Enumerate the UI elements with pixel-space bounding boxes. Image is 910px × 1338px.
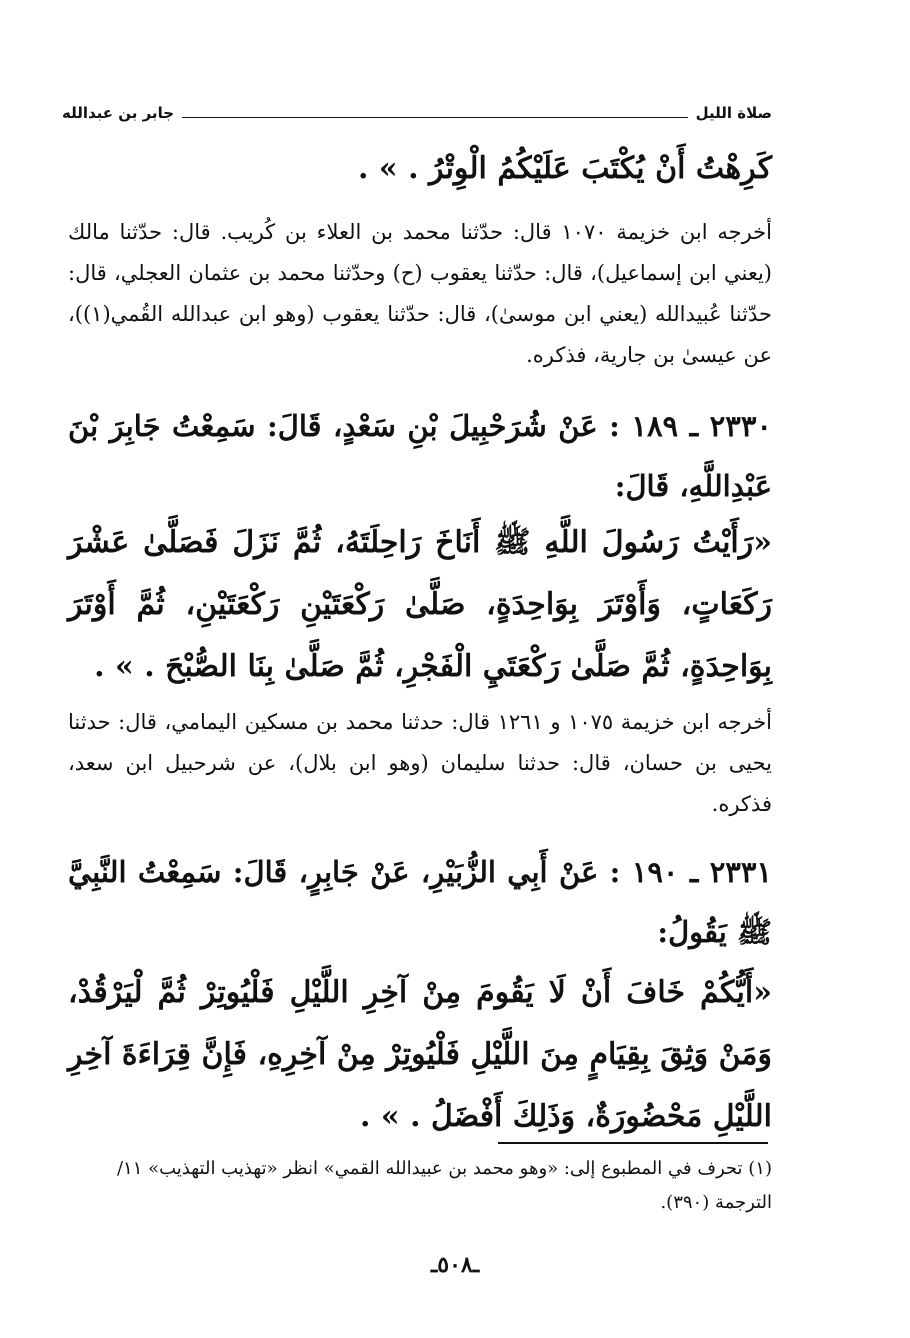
section-title: جابر بن عبدالله <box>62 104 175 122</box>
hadith-text: «رَأَيْتُ رَسُولَ اللَّهِ ﷺ أَنَاخَ رَاحِلَتَهُ، ثُمَّ نَزَلَ فَصَلَّىٰ عَشْرَ رَكَعَاتٍ، وَأَوْتَرَ بِوَاحِدَةٍ، صَلَّىٰ رَكْعَتَيْنِ رَكْعَتَيْنِ، ثُمَّ أَوْتَرَ بِوَاحِدَةٍ، ثُمَّ صَلَّىٰ رَكْعَتَيِ الْفَجْرِ، ثُمَّ صَلَّىٰ بِنَا الصُّبْحَ . » . <box>68 525 772 684</box>
header-rule <box>182 117 688 118</box>
footnote: (١) تحرف في المطبوع إلى: «وهو محمد بن عبيدالله القمي» انظر «تهذيب التهذيب» ١١/الترجمة (٣٩٠). <box>116 1158 772 1213</box>
footnote-separator <box>498 1142 768 1144</box>
source-note: أخرجه ابن خزيمة ١٠٧٠ قال: حدّثنا محمد بن العلاء بن كُريب. قال: حدّثنا مالك (يعني ابن إسماعيل)، قال: حدّثنا يعقوب (ح) وحدّثنا محمد بن عثمان العجلي، قال: حدّثنا عُبيدالله (يعني ابن موسىٰ)، قال: حدّثنا يعقوب (وهو ابن عبدالله القُمي(١))، عن عيسىٰ بن جارية، فذكره. <box>68 220 772 367</box>
chapter-title: صلاة الليل <box>695 104 772 122</box>
source-note: أخرجه ابن خزيمة ١٠٧٥ و ١٢٦١ قال: حدثنا محمد بن مسكين اليمامي، قال: حدثنا يحيى بن حسان، قال: حدثنا سليمان (وهو ابن بلال)، عن شرحبيل ابن سعد، فذكره. <box>68 710 773 816</box>
hadith-text-continued: كَرِهْتُ أَنْ يُكْتَبَ عَلَيْكُمُ الْوِتْرُ . » . <box>358 151 772 186</box>
hadith-heading: ٢٣٣١ ـ ١٩٠ : عَنْ أَبِي الزُّبَيْرِ، عَنْ جَابِرٍ، قَالَ: سَمِعْتُ النَّبِيَّ ﷺ يَقُولُ: <box>68 855 772 949</box>
hadith-text: «أَيُّكُمْ خَافَ أَنْ لَا يَقُومَ مِنْ آخِرِ اللَّيْلِ فَلْيُوتِرْ ثُمَّ لْيَرْقُدْ، وَمَنْ وَثِقَ بِقِيَامٍ مِنَ اللَّيْلِ فَلْيُوتِرْ مِنْ آخِرِهِ، فَإِنَّ قِرَاءَةَ آخِرِ اللَّيْلِ مَحْضُورَةٌ، وَذَلِكَ أَفْضَلُ . » . <box>68 975 772 1134</box>
running-header <box>62 100 772 126</box>
page-number: ـ٥٠٨ـ <box>430 1252 480 1278</box>
hadith-heading: ٢٣٣٠ ـ ١٨٩ : عَنْ شُرَحْبِيلَ بْنِ سَعْدٍ، قَالَ: سَمِعْتُ جَابِرَ بْنَ عَبْدِاللَّهِ، قَالَ: <box>68 409 772 503</box>
